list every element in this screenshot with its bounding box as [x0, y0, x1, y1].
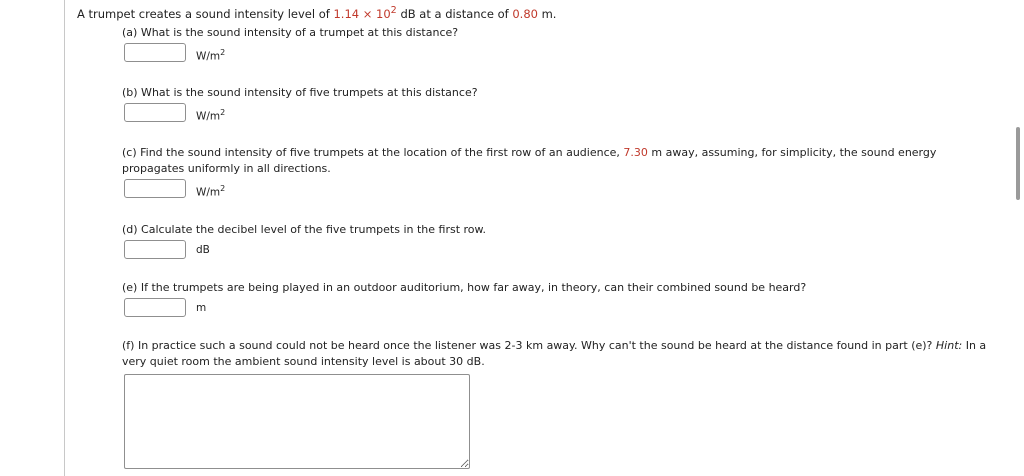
- answer-row-a: [122, 43, 458, 65]
- question-c-suffix: m away, assuming, for simplicity, the sound energy propagates uniformly in all directions.: [122, 146, 937, 175]
- answer-input-e[interactable]: [124, 298, 186, 317]
- hint-label: Hint:: [935, 339, 963, 352]
- level-unit: dB: [400, 6, 416, 21]
- part-e: [122, 280, 806, 320]
- part-f: [122, 338, 1002, 370]
- answer-row-c: [122, 179, 982, 201]
- answer-input-b[interactable]: [124, 103, 186, 122]
- stem-text: A trumpet creates a sound intensity level of: [77, 6, 330, 21]
- unit-d: dB: [196, 244, 210, 256]
- question-f-suffix: In a very quiet room the ambient sound intensity level is about 30 dB.: [122, 339, 987, 368]
- unit-b: [196, 105, 225, 125]
- level-base: 10: [376, 6, 391, 21]
- question-f-prefix: (f) In practice such a sound could not be heard once the listener was 2-3 km away. Why can't the sound be heard at the distance found in part (e)?: [122, 339, 933, 352]
- distance-unit: m.: [541, 6, 557, 21]
- unit-a-base: W/m: [196, 50, 221, 63]
- question-a: (a) What is the sound intensity of a trumpet at this distance?: [122, 26, 459, 39]
- answer-textarea-f[interactable]: [124, 374, 470, 469]
- answer-row-e: [122, 298, 806, 320]
- times-sign: ×: [362, 6, 373, 21]
- distance-value: 0.80: [512, 6, 538, 21]
- answer-row-b: [122, 103, 478, 125]
- level-exponent: 2: [390, 5, 397, 16]
- question-b: (b) What is the sound intensity of five trumpets at this distance?: [122, 86, 478, 99]
- scrollbar-thumb[interactable]: [1016, 127, 1020, 200]
- unit-c-base: W/m: [196, 186, 221, 199]
- audience-distance-value: 7.30: [623, 146, 648, 159]
- part-b: [122, 85, 478, 125]
- content-left-border: [64, 0, 65, 476]
- unit-b-exp: 2: [220, 108, 226, 117]
- sound-level-value: [333, 7, 390, 21]
- stem-text-2: at a distance of: [419, 6, 509, 21]
- question-f: [122, 338, 1002, 370]
- question-d: (d) Calculate the decibel level of the five trumpets in the first row.: [122, 223, 487, 236]
- part-c: [122, 145, 982, 201]
- part-a: [122, 25, 458, 65]
- answer-input-a[interactable]: [124, 43, 186, 62]
- unit-c: [196, 181, 225, 201]
- question-c: [122, 145, 982, 177]
- unit-e: m: [196, 302, 207, 314]
- answer-input-c[interactable]: [124, 179, 186, 198]
- level-mantissa: 1.14: [333, 6, 360, 21]
- unit-c-exp: 2: [220, 184, 226, 193]
- part-d: [122, 222, 486, 262]
- question-c-prefix: (c) Find the sound intensity of five trumpets at the location of the first row of an audience,: [122, 146, 620, 159]
- unit-b-base: W/m: [196, 110, 221, 123]
- question-e: (e) If the trumpets are being played in an outdoor auditorium, how far away, in theory, can their combined sound be heard?: [122, 281, 807, 294]
- answer-row-d: [122, 240, 486, 262]
- unit-a: [196, 45, 225, 65]
- unit-a-exp: 2: [220, 48, 226, 57]
- answer-input-d[interactable]: [124, 240, 186, 259]
- problem-statement: [77, 4, 556, 21]
